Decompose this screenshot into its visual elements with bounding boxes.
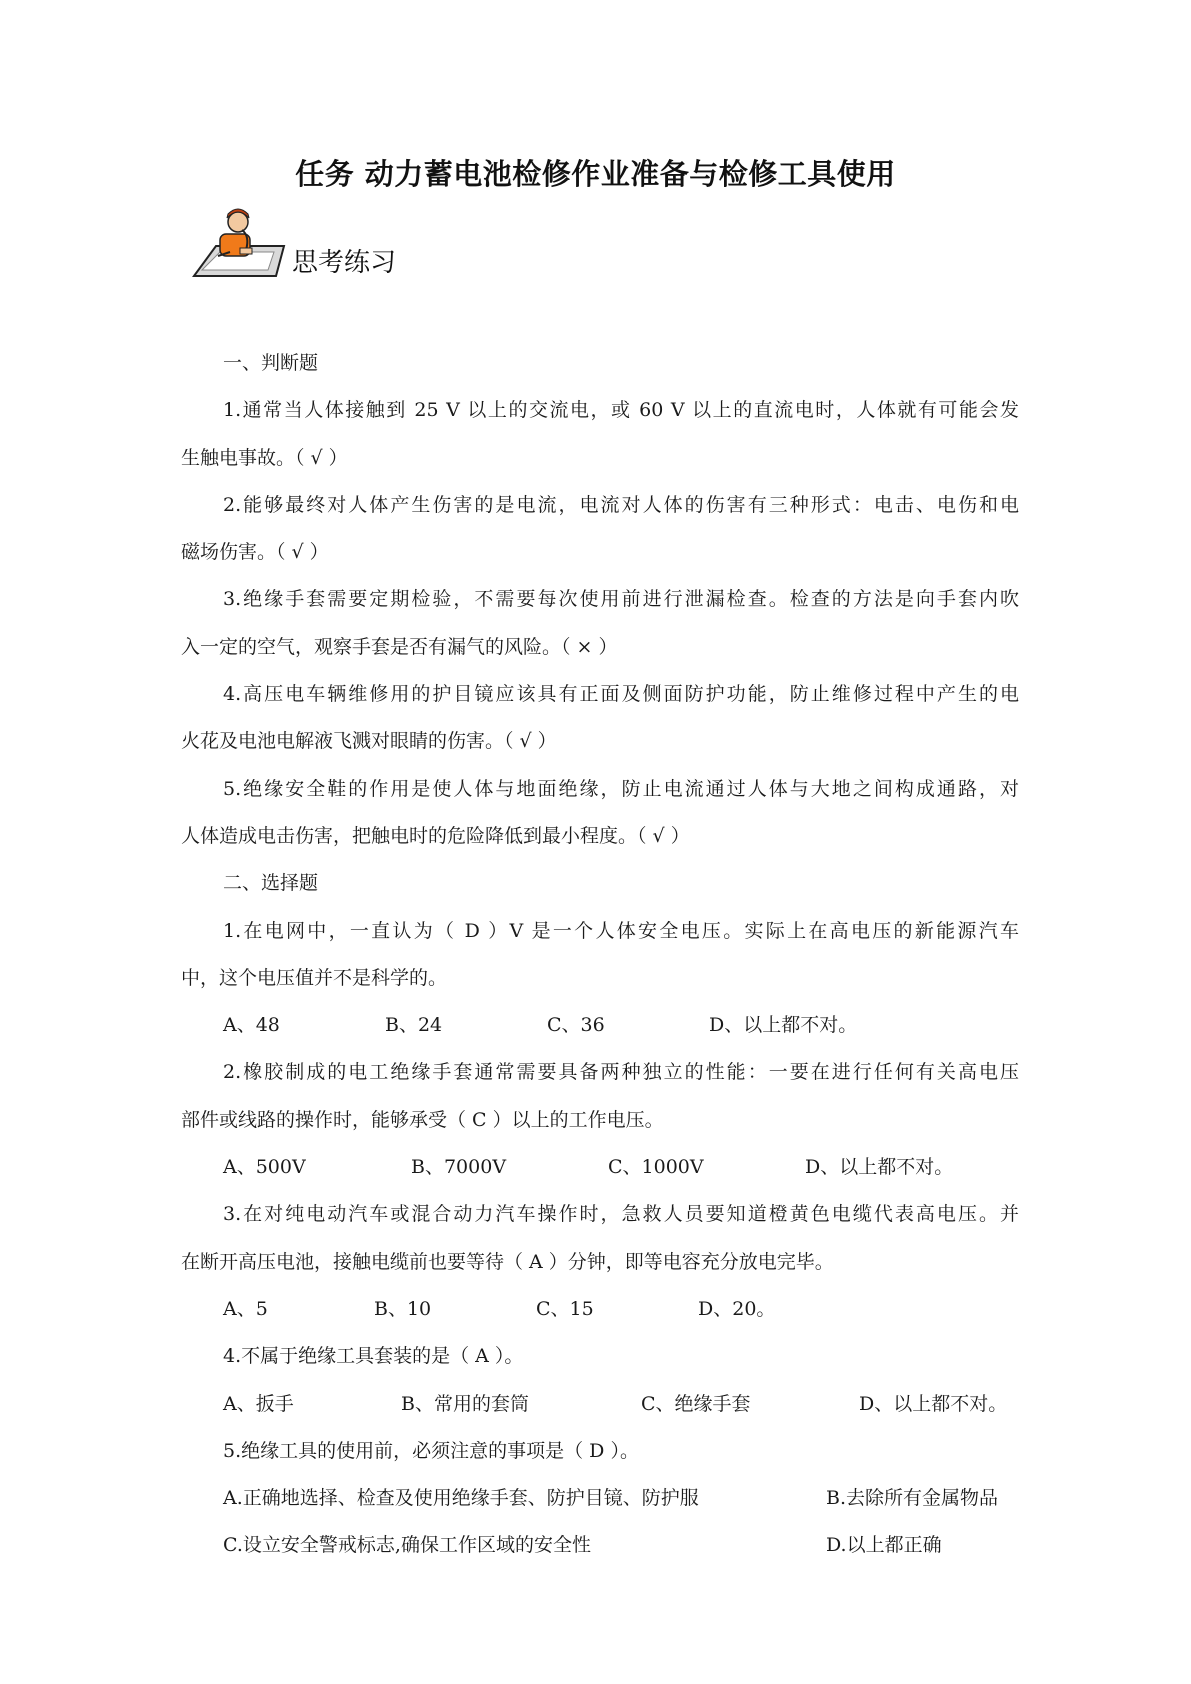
mc-question-1-line2: 中，这个电压值并不是科学的。 [181, 966, 448, 989]
tf-question-3-line1: 3.绝缘手套需要定期检验，不需要每次使用前进行泄漏检查。检查的方法是向手套内吹 [223, 588, 1019, 611]
tf-question-5-line1: 5.绝缘安全鞋的作用是使人体与地面绝缘，防止电流通过人体与大地之间构成通路，对 [223, 777, 1019, 800]
mc-question-3-options [181, 1286, 1019, 1333]
option-b: B.去除所有金属物品 [826, 1487, 999, 1510]
tf-question-1-line1: 1.通常当人体接触到 25 V 以上的交流电，或 60 V 以上的直流电时，人体就有可能会发 [223, 399, 1019, 422]
option-c: C、1000V [608, 1156, 704, 1179]
option-a: A.正确地选择、检查及使用绝缘手套、防护目镜、防护服 [223, 1487, 699, 1510]
exercise-body [181, 340, 1019, 1570]
page-title: 任务 动力蓄电池检修作业准备与检修工具使用 [295, 157, 896, 191]
tf-question-3-line2: 入一定的空气，观察手套是否有漏气的风险。（ × ） [181, 635, 618, 658]
option-b: B、24 [385, 1014, 443, 1037]
mc-question-2-line2: 部件或线路的操作时，能够承受（ C ）以上的工作电压。 [181, 1108, 664, 1131]
tf-question-1-line2: 生触电事故。（ √ ） [181, 446, 348, 469]
option-d: D、以上都不对。 [805, 1156, 954, 1179]
true-false-heading: 一、判断题 [223, 352, 319, 374]
mc-question-5-options-row1 [181, 1475, 1019, 1522]
option-d: D、以上都不对。 [709, 1014, 858, 1037]
option-c: C、绝缘手套 [641, 1392, 751, 1415]
mc-question-4-line1: 4.不属于绝缘工具套装的是（ A ）。 [223, 1345, 524, 1368]
mc-question-5-line1: 5.绝缘工具的使用前，必须注意的事项是（ D ）。 [223, 1439, 639, 1462]
option-b: B、7000V [411, 1156, 507, 1179]
mc-question-2-options [181, 1144, 1019, 1191]
mc-question-1-options [181, 1002, 1019, 1049]
option-c: C.设立安全警戒标志,确保工作区域的安全性 [223, 1534, 591, 1557]
option-c: C、15 [536, 1297, 594, 1320]
mc-question-3-line1: 3.在对纯电动汽车或混合动力汽车操作时，急救人员要知道橙黄色电缆代表高电压。并 [223, 1203, 1019, 1226]
option-b: B、常用的套筒 [401, 1392, 529, 1415]
thinking-student-icon [190, 206, 286, 290]
mc-question-3-line2: 在断开高压电池，接触电缆前也要等待（ A ）分钟，即等电容充分放电完毕。 [181, 1250, 834, 1273]
option-d: D、以上都不对。 [859, 1392, 1008, 1415]
mc-question-4-options [181, 1381, 1019, 1428]
mc-question-2-line1: 2.橡胶制成的电工绝缘手套通常需要具备两种独立的性能：一要在进行任何有关高电压 [223, 1061, 1019, 1084]
option-a: A、500V [223, 1156, 306, 1179]
option-a: A、扳手 [223, 1392, 294, 1415]
tf-question-4-line2: 火花及电池电解液飞溅对眼睛的伤害。（ √ ） [181, 730, 557, 753]
mc-question-5-options-row2 [181, 1522, 1019, 1569]
option-a: A、48 [223, 1014, 280, 1037]
tf-question-2-line1: 2.能够最终对人体产生伤害的是电流，电流对人体的伤害有三种形式：电击、电伤和电 [223, 493, 1019, 516]
option-b: B、10 [374, 1297, 432, 1320]
section-header [190, 206, 590, 296]
multiple-choice-heading: 二、选择题 [223, 872, 319, 895]
section-title: 思考练习 [292, 248, 397, 278]
option-d: D.以上都正确 [826, 1534, 942, 1557]
option-a: A、5 [223, 1297, 268, 1320]
option-d: D、20。 [698, 1297, 776, 1320]
mc-question-1-line1: 1.在电网中，一直认为（ D ）V 是一个人体安全电压。实际上在高电压的新能源汽车 [223, 919, 1019, 942]
option-c: C、36 [547, 1014, 605, 1037]
tf-question-2-line2: 磁场伤害。（ √ ） [181, 541, 329, 564]
tf-question-5-line2: 人体造成电击伤害，把触电时的危险降低到最小程度。（ √ ） [181, 824, 690, 847]
tf-question-4-line1: 4.高压电车辆维修用的护目镜应该具有正面及侧面防护功能，防止维修过程中产生的电 [223, 683, 1019, 706]
